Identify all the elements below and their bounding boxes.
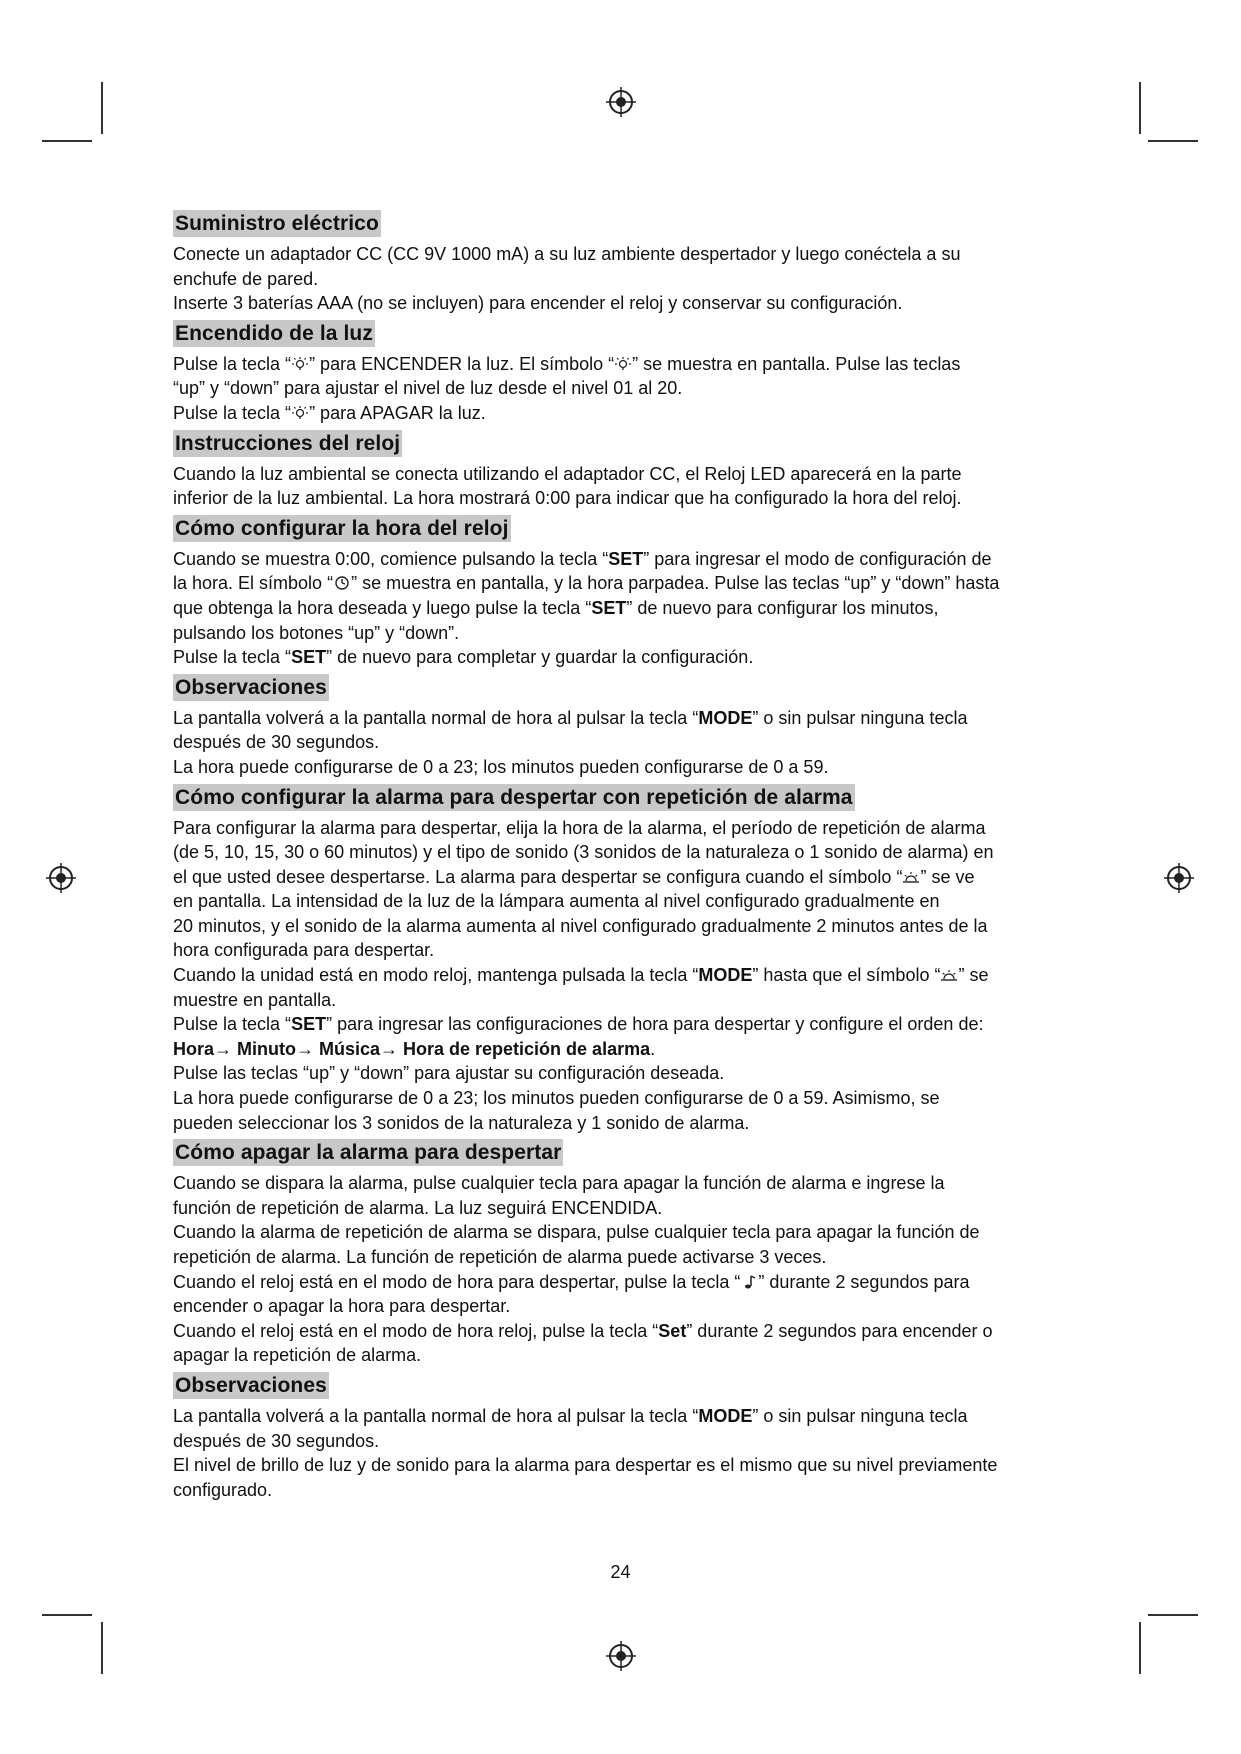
paragraph-line: Cuando la luz ambiental se conecta utilizando el adaptador CC, el Reloj LED aparecerá en la parte <box>173 463 962 484</box>
section-observations <box>173 674 1073 780</box>
section-heading: Suministro eléctrico <box>175 212 379 235</box>
page-number: 24 <box>610 1562 631 1582</box>
paragraph-line: después de 30 segundos. <box>173 1430 380 1451</box>
section-heading: Cómo configurar la hora del reloj <box>175 516 509 540</box>
paragraph-line: el que usted desee despertarse. La alarma para despertar se configura cuando el símbolo “ ” se ve <box>173 866 975 887</box>
paragraph-line: La hora puede configurarse de 0 a 23; los minutos pueden configurarse de 0 a 59. Asimismo, se <box>173 1088 940 1109</box>
crop-mark <box>1139 1622 1141 1674</box>
section-observations-2 <box>173 1372 1073 1502</box>
section-heading: Observaciones <box>175 675 327 699</box>
paragraph-line: Cuando se muestra 0:00, comience pulsando la tecla “SET” para ingresar el modo de configuración de <box>173 548 992 569</box>
section-power-supply <box>173 210 1073 316</box>
paragraph-line: Pulse la tecla “ ” para ENCENDER la luz. El símbolo “ ” se muestra en pantalla. Pulse las teclas <box>173 353 961 374</box>
sunrise-alarm-icon <box>940 967 958 983</box>
crop-mark <box>42 1614 92 1616</box>
paragraph-line: Cuando la unidad está en modo reloj, mantenga pulsada la tecla “MODE” hasta que el símbolo “ ” se <box>173 965 989 986</box>
section-heading: Instrucciones del reloj <box>175 431 401 455</box>
paragraph-line: Pulse la tecla “ ” para APAGAR la luz. <box>173 402 486 423</box>
light-bulb-icon <box>291 356 309 372</box>
crop-mark <box>1139 82 1141 134</box>
paragraph-line: apagar la repetición de alarma. <box>173 1345 422 1366</box>
clock-icon <box>333 575 351 591</box>
section-clock-instructions <box>173 430 1073 511</box>
registration-mark-icon <box>45 862 77 894</box>
paragraph-line: pulsando los botones “up” y “down”. <box>173 622 460 643</box>
paragraph-line: Para configurar la alarma para despertar, elija la hora de la alarma, el período de repetición de alarma <box>173 817 986 838</box>
paragraph-line: Cuando la alarma de repetición de alarma se dispara, pulse cualquier tecla para apagar la función de <box>173 1222 980 1243</box>
section-turn-off-alarm <box>173 1139 1073 1368</box>
section-heading: Encendido de la luz <box>175 321 373 345</box>
paragraph-line: enchufe de pared. <box>173 268 319 289</box>
paragraph-line: La hora puede configurarse de 0 a 23; los minutos pueden configurarse de 0 a 59. <box>173 756 829 777</box>
section-heading: Observaciones <box>175 1373 327 1397</box>
paragraph-line: 20 minutos, y el sonido de la alarma aumenta al nivel configurado gradualmente 2 minutos antes de la <box>173 915 988 936</box>
registration-mark-icon <box>605 86 637 118</box>
section-heading: Cómo configurar la alarma para despertar con repetición de alarma <box>175 785 853 809</box>
crop-mark <box>1148 1614 1198 1616</box>
paragraph-line: Cuando se dispara la alarma, pulse cualquier tecla para apagar la función de alarma e ingrese la <box>173 1173 945 1194</box>
registration-mark-icon <box>605 1640 637 1672</box>
paragraph-line: Pulse la tecla “SET” de nuevo para completar y guardar la configuración. <box>173 647 754 668</box>
sunrise-alarm-icon <box>902 869 920 885</box>
paragraph-line: pueden seleccionar los 3 sonidos de la naturaleza y 1 sonido de alarma. <box>173 1112 750 1133</box>
paragraph-line: La pantalla volverá a la pantalla normal de hora al pulsar la tecla “MODE” o sin pulsar ninguna tecla <box>173 1405 968 1426</box>
paragraph-line: Cuando el reloj está en el modo de hora reloj, pulse la tecla “Set” durante 2 segundos para encender o <box>173 1320 993 1341</box>
crop-mark <box>101 1622 103 1674</box>
paragraph-line: El nivel de brillo de luz y de sonido para la alarma para despertar es el mismo que su nivel previamente <box>173 1455 998 1476</box>
paragraph-line: Conecte un adaptador CC (CC 9V 1000 mA) a su luz ambiente despertador y luego conéctela a su <box>173 244 961 264</box>
paragraph-line: Pulse las teclas “up” y “down” para ajustar su configuración deseada. <box>173 1063 725 1084</box>
paragraph-line: repetición de alarma. La función de repetición de alarma puede activarse 3 veces. <box>173 1247 827 1267</box>
paragraph-line: encender o apagar la hora para despertar. <box>173 1296 511 1317</box>
section-set-alarm <box>173 784 1073 1136</box>
crop-mark <box>101 82 103 134</box>
light-bulb-icon <box>614 356 632 372</box>
paragraph-line: después de 30 segundos. <box>173 732 380 753</box>
paragraph-line: hora configurada para despertar. <box>173 940 435 961</box>
section-light-on <box>173 320 1073 426</box>
paragraph-line: Hora→ Minuto→ Música→ Hora de repetición de alarma. <box>173 1038 656 1059</box>
section-set-clock <box>173 515 1073 670</box>
registration-mark-icon <box>1163 862 1195 894</box>
music-note-icon <box>740 1274 758 1290</box>
paragraph-line: Pulse la tecla “SET” para ingresar las configuraciones de hora para despertar y configure el orden de: <box>173 1014 984 1035</box>
paragraph-line: (de 5, 10, 15, 30 o 60 minutos) y el tipo de sonido (3 sonidos de la naturaleza o 1 sonido de alarma) en <box>173 842 994 863</box>
paragraph-line: muestre en pantalla. <box>173 989 337 1010</box>
section-heading: Cómo apagar la alarma para despertar <box>175 1141 562 1165</box>
paragraph-line: Cuando el reloj está en el modo de hora para despertar, pulse la tecla “ ” durante 2 segundos para <box>173 1271 970 1292</box>
paragraph-line: La pantalla volverá a la pantalla normal de hora al pulsar la tecla “MODE” o sin pulsar ninguna tecla <box>173 707 968 728</box>
paragraph-line: Inserte 3 baterías AAA (no se incluyen) para encender el reloj y conservar su configuración. <box>173 293 903 314</box>
manual-content <box>173 210 1073 1506</box>
paragraph-line: que obtenga la hora deseada y luego pulse la tecla “SET” de nuevo para configurar los minutos, <box>173 597 939 618</box>
paragraph-line: en pantalla. La intensidad de la luz de la lámpara aumenta al nivel configurado gradualmente en <box>173 891 940 912</box>
paragraph-line: la hora. El símbolo “ ” se muestra en pantalla, y la hora parpadea. Pulse las teclas “up” y “down” hasta <box>173 573 1000 594</box>
crop-mark <box>1148 140 1198 142</box>
light-bulb-icon <box>291 405 309 421</box>
paragraph-line: configurado. <box>173 1479 273 1500</box>
paragraph-line: función de repetición de alarma. La luz seguirá ENCENDIDA. <box>173 1197 663 1218</box>
paragraph-line: “up” y “down” para ajustar el nivel de luz desde el nivel 01 al 20. <box>173 378 683 399</box>
crop-mark <box>42 140 92 142</box>
paragraph-line: inferior de la luz ambiental. La hora mostrará 0:00 para indicar que ha configurado la hora del reloj. <box>173 488 962 509</box>
